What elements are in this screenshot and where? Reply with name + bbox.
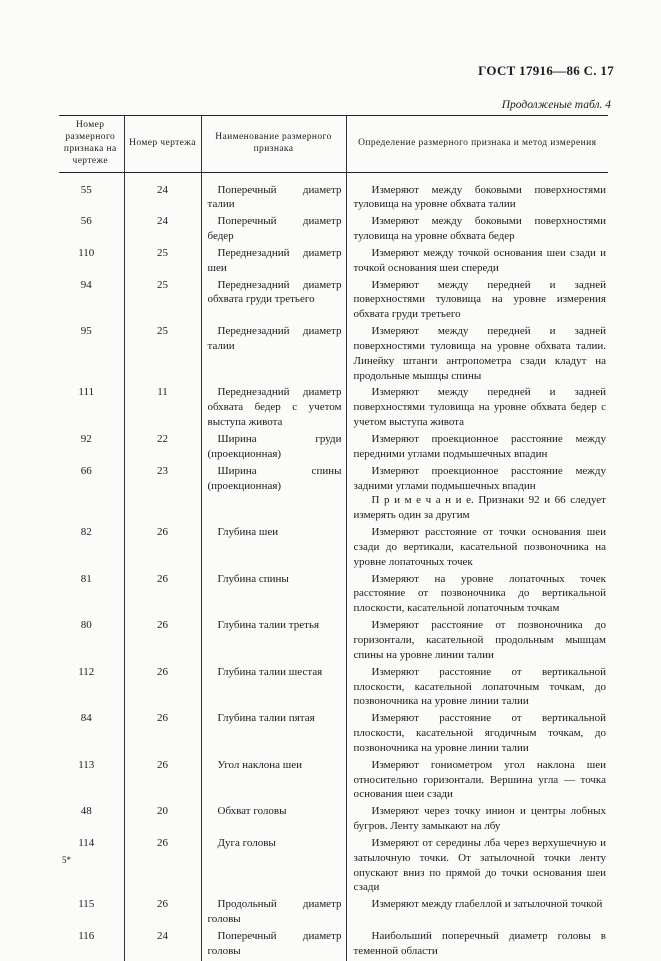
feature-name-cell: Глубина талии третья	[201, 618, 346, 665]
feature-name-cell: Глубина талии пятая	[201, 711, 346, 758]
drawing-number-cell: 11	[124, 385, 201, 432]
definition-cell	[346, 464, 608, 525]
feature-name-cell: Поперечный диаметр бедер	[201, 214, 346, 246]
definition-cell: Измеряют расстояние от вертикальной плоскости, касательной ягодичным точкам, до позвоночника на уровне линии талии	[346, 711, 608, 758]
definition-note: П р и м е ч а н и е. Признаки 92 и 66 следует измерять один за другим	[353, 494, 606, 522]
table-row	[59, 572, 608, 619]
page-footer-mark: 5*	[62, 855, 71, 865]
column-header-feature-number: Номер размерного признака на чертеже	[63, 120, 117, 166]
drawing-number-cell: 26	[124, 897, 201, 929]
table-row	[59, 432, 608, 464]
drawing-number-cell: 26	[124, 618, 201, 665]
table-row	[59, 385, 608, 432]
feature-number-cell: 66	[80, 464, 92, 477]
feature-name-cell: Поперечный диаметр головы	[201, 929, 346, 961]
definition-cell: Измеряют между боковыми поверхностями туловища на уровне обхвата бедер	[346, 214, 608, 246]
table-row	[59, 929, 608, 961]
feature-number-cell: 114	[78, 836, 95, 849]
column-header-drawing-number: Номер чертежа	[124, 116, 201, 173]
page-header-title: ГОСТ 17916—86 С. 17	[478, 63, 614, 78]
feature-name-cell: Угол наклона шеи	[201, 758, 346, 805]
definition-cell: Измеряют между передней и задней поверхностями туловища на уровне обхвата талии. Линейку штанги антропометра сзади кладут на продольные мышцы спины	[346, 324, 608, 385]
table-header	[59, 116, 608, 173]
definition-cell: Измеряют проекционное расстояние между передними углами подмышечных впадин	[346, 432, 608, 464]
definition-cell: Измеряют между передней и задней поверхностями туловища на уровне обхвата бедер с учетом выступа живота	[346, 385, 608, 432]
feature-name-cell: Переднезадний диаметр шеи	[201, 246, 346, 278]
table-row	[59, 464, 608, 525]
table-row	[59, 711, 608, 758]
table-row	[59, 665, 608, 712]
definition-cell: Измеряют между передней и задней поверхностями туловища на уровне измерения обхвата груди третьего	[346, 278, 608, 325]
feature-name-cell: Поперечный диаметр талии	[201, 172, 346, 214]
feature-number-cell: 92	[80, 433, 92, 445]
feature-name-cell: Переднезадний диаметр талии	[201, 324, 346, 385]
feature-name-cell: Переднезадний диаметр обхвата бедер с учетом выступа живота	[201, 385, 346, 432]
definition-cell: Измеряют расстояние от позвоночника до горизонтали, касательной продольным мышцам спины на уровне линии талии	[346, 618, 608, 665]
definition-cell: Измеряют между глабеллой и затылочной точкой	[346, 897, 608, 929]
definition-cell: Измеряют на уровне лопаточных точек расстояние от позвоночника до вертикальной плоскости, касательной лопаточным точкам	[346, 572, 608, 619]
table-row	[59, 246, 608, 278]
table-row	[59, 324, 608, 385]
drawing-number-cell: 26	[124, 836, 201, 897]
measurement-table	[59, 115, 608, 961]
column-header-feature-name: Наименование размерного признака	[201, 116, 346, 173]
drawing-number-cell: 26	[124, 758, 201, 805]
definition-cell: Измеряют через точку инион и центры лобных бугров. Ленту замыкают на лбу	[346, 804, 608, 836]
table-row	[59, 897, 608, 929]
feature-name-cell: Ширина груди (проекционная)	[201, 432, 346, 464]
feature-name-cell: Обхват головы	[201, 804, 346, 836]
table-row	[59, 214, 608, 246]
table-row	[59, 758, 608, 805]
definition-cell: Измеряют между точкой основания шеи сзади и точкой основания шеи спереди	[346, 246, 608, 278]
definition-cell: Наибольший поперечный диаметр головы в теменной области	[346, 929, 608, 961]
feature-name-cell: Глубина талии шестая	[201, 665, 346, 712]
drawing-number-cell: 25	[124, 246, 201, 278]
feature-number-cell: 81	[80, 572, 92, 585]
definition-cell: Измеряют расстояние от точки основания шеи сзади до вертикали, касательной позвоночника на уровне лопаточных точек	[346, 525, 608, 572]
drawing-number-cell: 24	[124, 214, 201, 246]
feature-number-cell: 84	[80, 712, 92, 725]
drawing-number-cell: 20	[124, 804, 201, 836]
table-row	[59, 525, 608, 572]
drawing-number-cell: 23	[124, 464, 201, 525]
feature-number-cell: 116	[78, 930, 95, 942]
table-row	[59, 278, 608, 325]
drawing-number-cell: 26	[124, 525, 201, 572]
drawing-number-cell: 26	[124, 711, 201, 758]
feature-name-cell: Ширина спины (проекционная)	[201, 464, 346, 525]
feature-number-cell: 110	[78, 246, 95, 259]
feature-number-cell: 111	[78, 386, 95, 399]
feature-number-cell: 115	[78, 898, 95, 911]
feature-name-cell: Дуга головы	[201, 836, 346, 897]
drawing-number-cell: 26	[124, 665, 201, 712]
definition-text: Измеряют проекционное расстояние между задними углами подмышечных впадин	[353, 464, 606, 492]
column-header-definition: Определение размерного признака и метод измерения	[346, 116, 608, 173]
table-row	[59, 804, 608, 836]
feature-name-cell: Продольный диаметр головы	[201, 897, 346, 929]
drawing-number-cell: 22	[124, 432, 201, 464]
feature-name-cell: Глубина шеи	[201, 525, 346, 572]
table-body	[59, 172, 608, 961]
definition-cell: Измеряют гониометром угол наклона шеи относительно горизонтали. Вершина угла — точка основания шеи сзади	[346, 758, 608, 805]
feature-name-cell: Глубина спины	[201, 572, 346, 619]
feature-number-cell: 80	[80, 619, 92, 632]
drawing-number-cell: 24	[124, 929, 201, 961]
definition-cell: Измеряют расстояние от вертикальной плоскости, касательной лопаточным точкам, до позвоночника на уровне линии талии	[346, 665, 608, 712]
feature-number-cell: 94	[80, 278, 92, 291]
definition-cell: Измеряют от середины лба через верхушечную и затылочную точки. От затылочной точки ленту опускают вниз по прямой до точки основания шеи сзади	[346, 836, 608, 897]
feature-number-cell: 56	[80, 215, 92, 228]
table-row	[59, 172, 608, 214]
drawing-number-cell: 26	[124, 572, 201, 619]
feature-number-cell: 55	[80, 183, 92, 196]
table-continuation-label: Продолженые табл. 4	[501, 99, 611, 111]
definition-cell: Измеряют между боковыми поверхностями туловища на уровне обхвата талии	[346, 172, 608, 214]
drawing-number-cell: 24	[124, 172, 201, 214]
table-row	[59, 836, 608, 897]
feature-number-cell: 48	[80, 805, 92, 818]
feature-number-cell: 82	[80, 526, 92, 539]
feature-number-cell: 112	[78, 665, 95, 678]
feature-number-cell: 95	[80, 325, 92, 338]
drawing-number-cell: 25	[124, 278, 201, 325]
drawing-number-cell: 25	[124, 324, 201, 385]
feature-name-cell: Переднезадний диаметр обхвата груди третьего	[201, 278, 346, 325]
feature-number-cell: 113	[78, 758, 95, 771]
table-row	[59, 618, 608, 665]
